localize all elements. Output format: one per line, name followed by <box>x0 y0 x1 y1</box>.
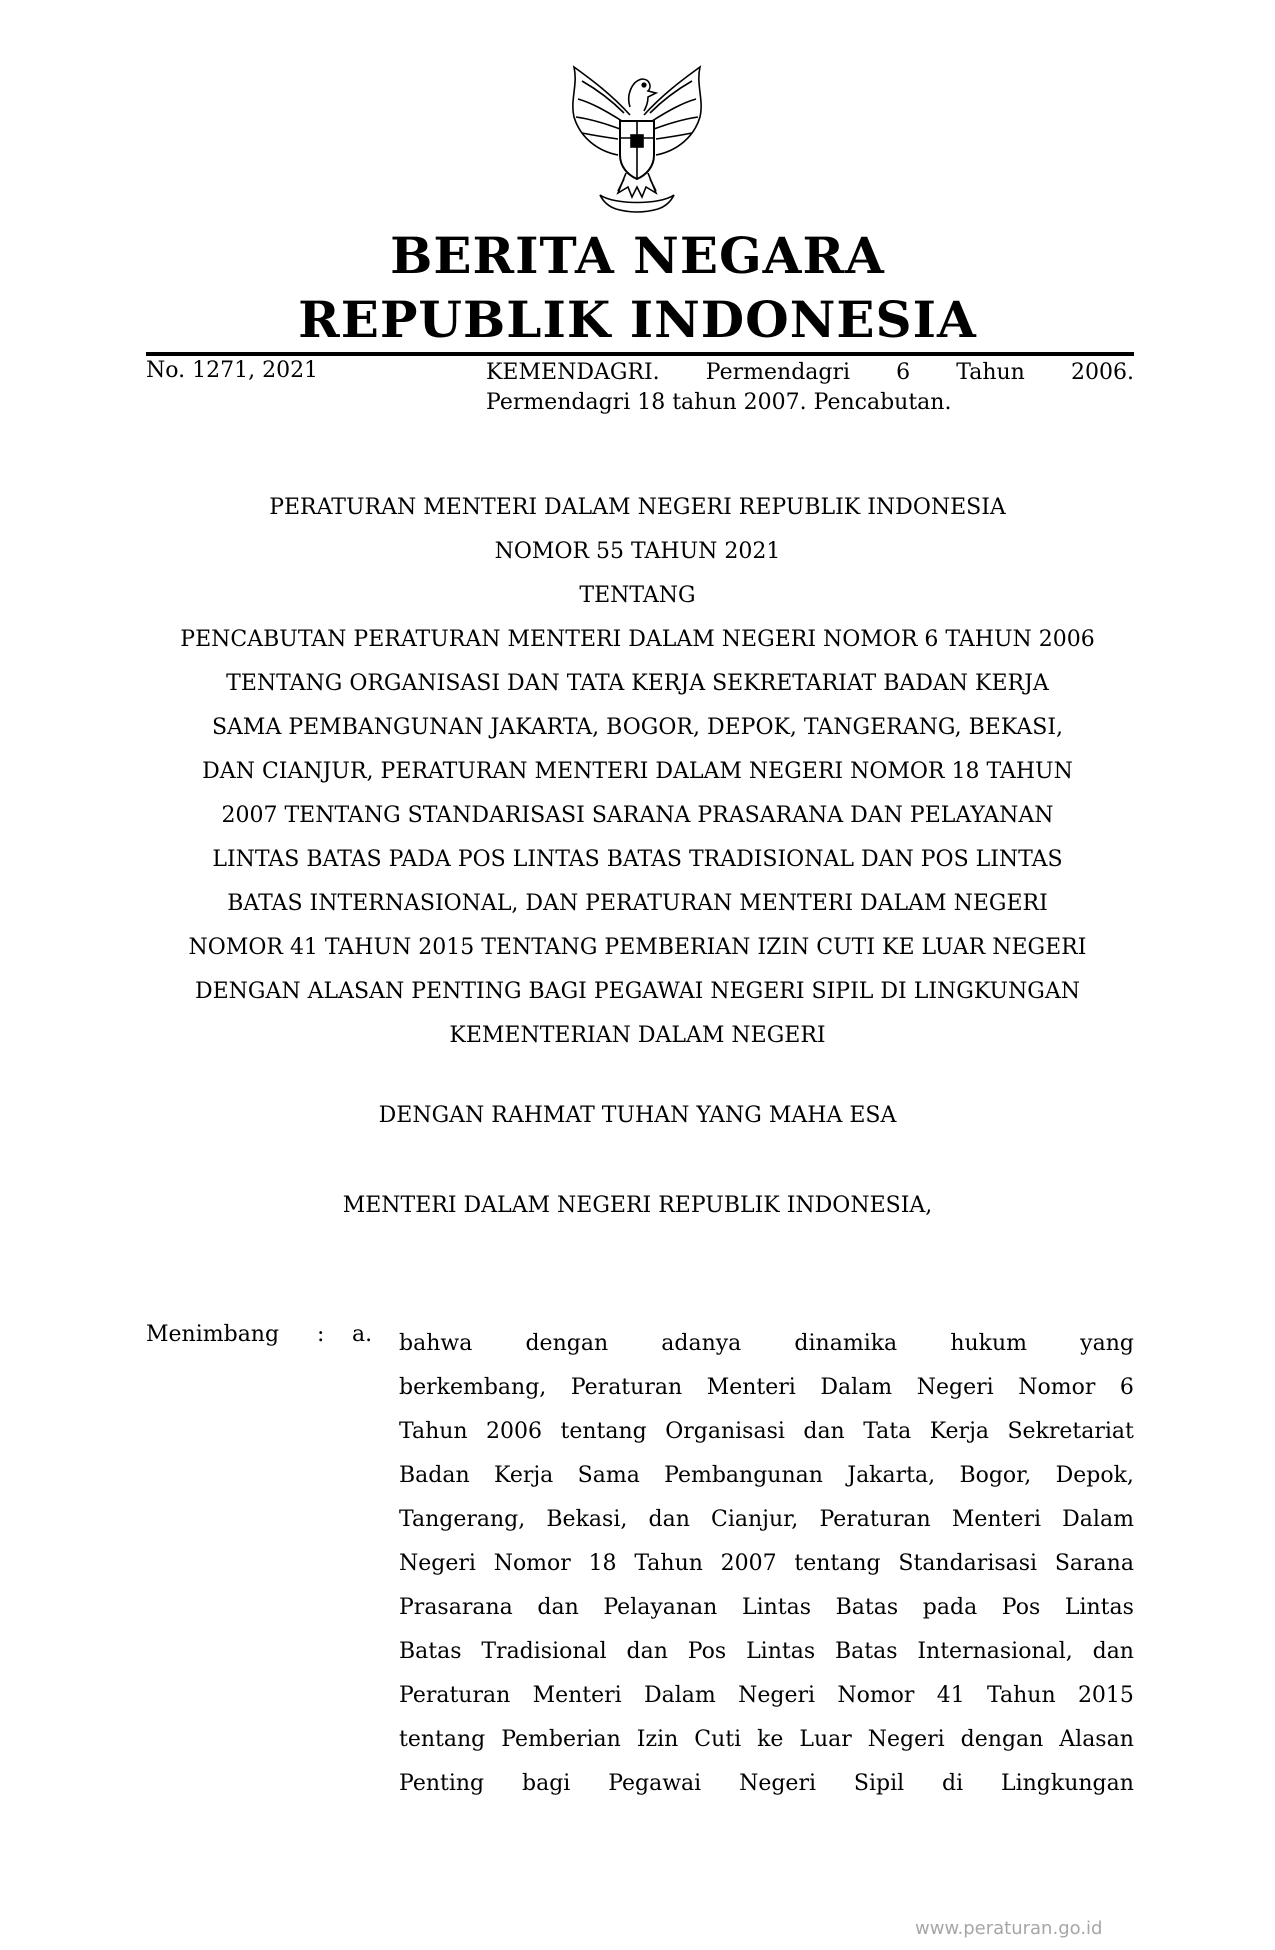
word: Pos <box>1001 1595 1041 1620</box>
title-line: NOMOR 55 TAHUN 2021 <box>494 539 781 564</box>
word: Bogor, <box>959 1463 1032 1488</box>
word: Batas <box>399 1639 462 1664</box>
word: bahwa <box>399 1331 473 1356</box>
gazette-description-line2: Permendagri 18 tahun 2007. Pencabutan. <box>486 390 952 415</box>
word: Sama <box>577 1463 640 1488</box>
justified-line <box>399 1410 1134 1454</box>
word: Luar <box>799 1727 852 1752</box>
word: dan <box>803 1419 845 1444</box>
considering-label: Menimbang <box>146 1322 280 1347</box>
word: Kerja <box>929 1419 990 1444</box>
word: Tahun <box>634 1551 703 1576</box>
considering-item-letter: a. <box>352 1322 373 1347</box>
word: Pegawai <box>608 1771 702 1796</box>
masthead-title-line1: BERITA NEGARA <box>390 226 885 285</box>
source-url: www.peraturan.go.id <box>915 1918 1103 1939</box>
considering-colon: : <box>317 1322 325 1347</box>
word: Pemberian <box>501 1727 621 1752</box>
word: Lintas <box>741 1595 812 1620</box>
justified-line <box>399 1542 1134 1586</box>
word: Negeri <box>867 1727 945 1752</box>
word: adanya <box>661 1331 742 1356</box>
word: dinamika <box>794 1331 898 1356</box>
word: tentang <box>794 1551 881 1576</box>
word: Tahun <box>399 1419 468 1444</box>
word: Sarana <box>1054 1551 1134 1576</box>
word: dengan <box>960 1727 1044 1752</box>
desc-word: Tahun <box>956 360 1025 385</box>
word: Badan <box>399 1463 470 1488</box>
word: Peraturan <box>819 1507 931 1532</box>
word: 2006 <box>486 1419 543 1444</box>
justified-line <box>399 1674 1134 1718</box>
regulation-title <box>120 486 1155 1058</box>
word: ke <box>757 1727 784 1752</box>
word: Kerja <box>493 1463 554 1488</box>
word: Pelayanan <box>603 1595 718 1620</box>
title-line: DAN CIANJUR, PERATURAN MENTERI DALAM NEGERI NOMOR 18 TAHUN <box>202 759 1073 784</box>
word: Pembangunan <box>664 1463 823 1488</box>
word: Peraturan <box>399 1683 511 1708</box>
word: Negeri <box>399 1551 476 1576</box>
title-line: LINTAS BATAS PADA POS LINTAS BATAS TRADISIONAL DAN POS LINTAS <box>212 847 1063 872</box>
title-line: BATAS INTERNASIONAL, DAN PERATURAN MENTERI DALAM NEGERI <box>227 891 1048 916</box>
title-line: TENTANG <box>579 583 696 608</box>
word: Cuti <box>694 1727 742 1752</box>
justified-line <box>399 1586 1134 1630</box>
word: 41 <box>936 1683 965 1708</box>
word: Dalam <box>820 1375 893 1400</box>
word: Batas <box>835 1595 899 1620</box>
desc-word: Permendagri <box>705 360 851 385</box>
word: Menteri <box>951 1507 1042 1532</box>
garuda-emblem-icon <box>552 55 722 215</box>
word: Lingkungan <box>1000 1771 1134 1796</box>
word: Tahun <box>987 1683 1056 1708</box>
word: tentang <box>399 1727 486 1752</box>
word: Peraturan <box>570 1375 683 1400</box>
word: 6 <box>1119 1375 1134 1400</box>
word: dan <box>626 1639 668 1664</box>
word: hukum <box>950 1331 1028 1356</box>
word: Menteri <box>532 1683 622 1708</box>
title-line: PERATURAN MENTERI DALAM NEGERI REPUBLIK INDONESIA <box>269 495 1006 520</box>
word: Tata <box>863 1419 912 1444</box>
word: dan <box>648 1507 690 1532</box>
justified-line <box>399 1718 1134 1762</box>
word: Dalam <box>1062 1507 1134 1532</box>
word: Batas <box>834 1639 898 1664</box>
word: Negeri <box>738 1683 816 1708</box>
word: Lintas <box>1064 1595 1134 1620</box>
desc-word: 2006. <box>1070 360 1134 385</box>
word: Tradisional <box>481 1639 607 1664</box>
title-line: TENTANG ORGANISASI DAN TATA KERJA SEKRETARIAT BADAN KERJA <box>226 671 1049 696</box>
word: 18 <box>588 1551 617 1576</box>
word: Negeri <box>916 1375 994 1400</box>
title-line: NOMOR 41 TAHUN 2015 TENTANG PEMBERIAN IZIN CUTI KE LUAR NEGERI <box>188 935 1087 960</box>
word: Sekretariat <box>1007 1419 1134 1444</box>
word: bagi <box>522 1771 571 1796</box>
invocation-line: DENGAN RAHMAT TUHAN YANG MAHA ESA <box>378 1103 897 1128</box>
title-line: SAMA PEMBANGUNAN JAKARTA, BOGOR, DEPOK, TANGERANG, BEKASI, <box>211 715 1064 740</box>
word: di <box>942 1771 964 1796</box>
word: yang <box>1080 1331 1134 1356</box>
word: Negeri <box>739 1771 817 1796</box>
word: Lintas <box>746 1639 816 1664</box>
justified-line <box>399 1762 1134 1806</box>
justified-line <box>399 1322 1134 1366</box>
word: Depok, <box>1055 1463 1134 1488</box>
word: Nomor <box>837 1683 915 1708</box>
gazette-number: No. 1271, 2021 <box>146 358 319 383</box>
word: 2007 <box>720 1551 777 1576</box>
word: Internasional, <box>917 1639 1073 1664</box>
gazette-description-line1 <box>486 358 1134 388</box>
word: Tangerang, <box>399 1507 526 1532</box>
word: dan <box>537 1595 579 1620</box>
word: berkembang, <box>399 1375 547 1400</box>
justified-line <box>399 1630 1134 1674</box>
word: Nomor <box>1018 1375 1096 1400</box>
justified-line <box>399 1498 1134 1542</box>
word: Penting <box>399 1771 485 1796</box>
justified-line <box>399 1366 1134 1410</box>
title-line: DENGAN ALASAN PENTING BAGI PEGAWAI NEGERI SIPIL DI LINGKUNGAN <box>194 979 1081 1004</box>
issuer-line: MENTERI DALAM NEGERI REPUBLIK INDONESIA, <box>342 1193 933 1218</box>
gazette-description <box>486 358 1134 418</box>
word: Pos <box>687 1639 727 1664</box>
word: Sipil <box>853 1771 905 1796</box>
word: Izin <box>636 1727 679 1752</box>
word: Nomor <box>493 1551 571 1576</box>
word: Organisasi <box>665 1419 785 1444</box>
masthead-divider <box>146 352 1134 356</box>
word: Standarisasi <box>898 1551 1038 1576</box>
word: Bekasi, <box>546 1507 628 1532</box>
masthead-title-line2: REPUBLIK INDONESIA <box>298 290 977 349</box>
word: Prasarana <box>399 1595 513 1620</box>
word: Jakarta, <box>847 1463 936 1488</box>
word: Alasan <box>1059 1727 1134 1752</box>
word: 2015 <box>1077 1683 1134 1708</box>
word: dan <box>1092 1639 1134 1664</box>
word: pada <box>922 1595 978 1620</box>
desc-word: 6 <box>896 360 911 385</box>
considering-item-text <box>399 1322 1134 1806</box>
desc-word: KEMENDAGRI. <box>486 360 660 385</box>
word: Dalam <box>644 1683 716 1708</box>
word: Menteri <box>706 1375 796 1400</box>
word: Cianjur, <box>711 1507 799 1532</box>
title-line: KEMENTERIAN DALAM NEGERI <box>449 1023 826 1048</box>
word: dengan <box>525 1331 609 1356</box>
justified-line <box>399 1454 1134 1498</box>
title-line: 2007 TENTANG STANDARISASI SARANA PRASARANA DAN PELAYANAN <box>221 803 1054 828</box>
word: tentang <box>560 1419 647 1444</box>
title-line: PENCABUTAN PERATURAN MENTERI DALAM NEGERI NOMOR 6 TAHUN 2006 <box>180 627 1095 652</box>
